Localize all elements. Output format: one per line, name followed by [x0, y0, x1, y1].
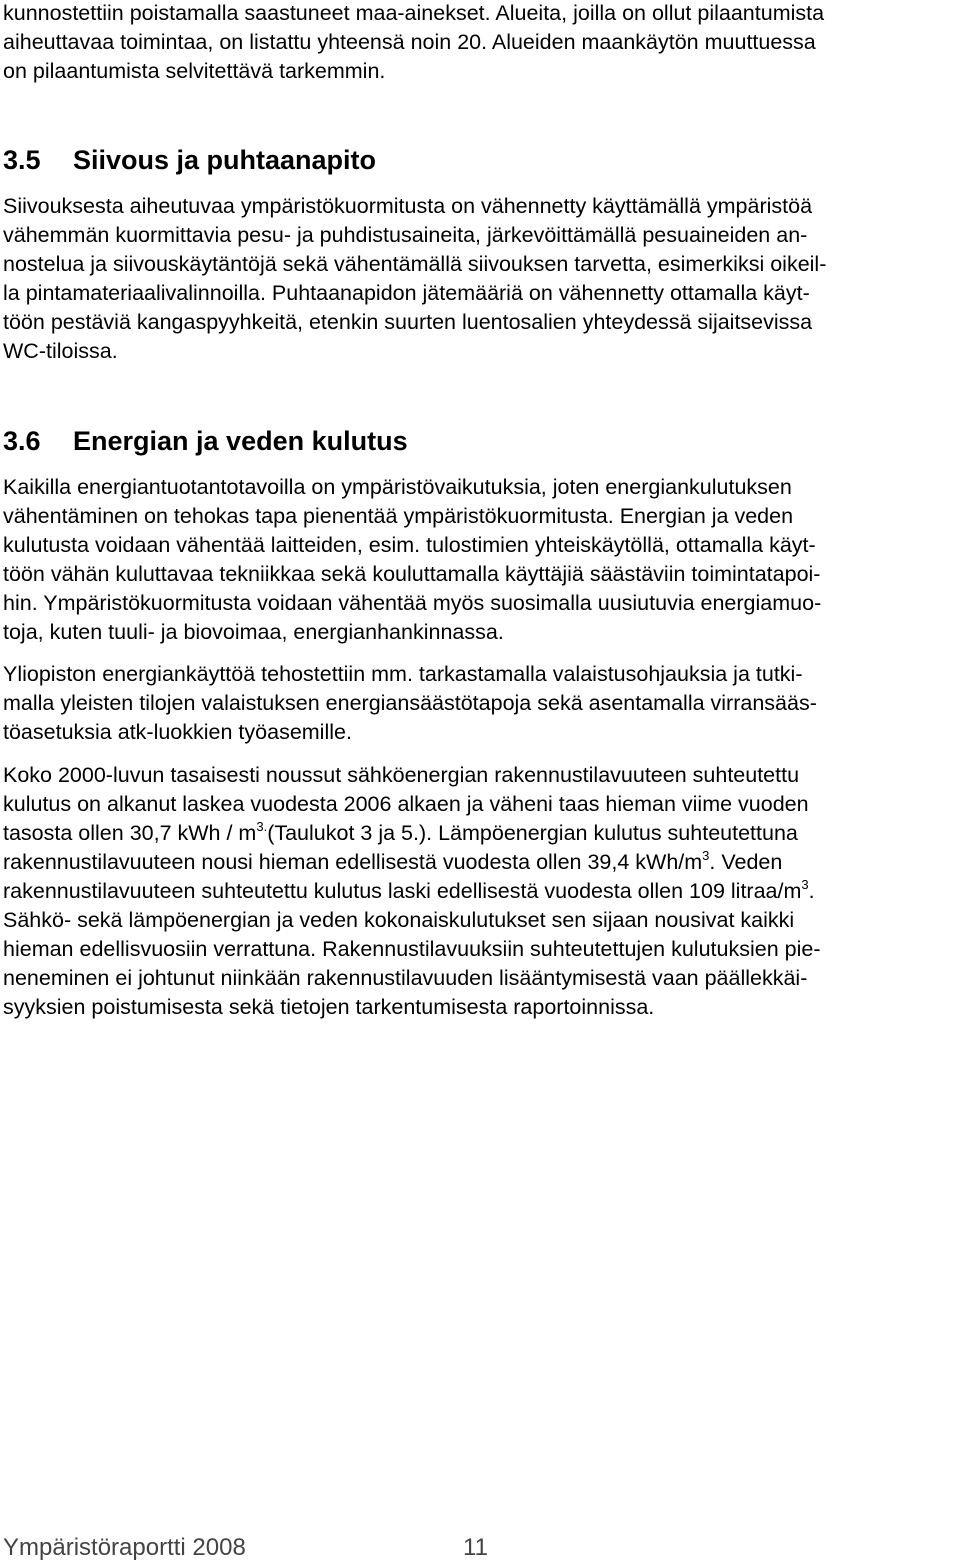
text-line: töasetuksia atk-luokkien työasemille.	[3, 720, 352, 744]
superscript: 3	[702, 848, 710, 863]
text-line: vähentäminen on tehokas tapa pienentää ympäristökuormitusta. Energian ja veden	[3, 504, 794, 528]
text-line: WC-tiloissa.	[3, 339, 118, 363]
section-title: Siivous ja puhtaanapito	[73, 145, 377, 175]
footer-title: Ympäristöraportti 2008	[3, 1534, 246, 1561]
text-line: hieman edellisvuosiin verrattuna. Rakennustilavuuksiin suhteutettujen kulutuksien pie-	[3, 937, 821, 961]
text-line: on pilaantumista selvitettävä tarkemmin.	[3, 59, 386, 83]
section-title: Energian ja veden kulutus	[73, 426, 408, 456]
text-line: Sähkö- sekä lämpöenergian ja veden kokonaiskulutukset sen sijaan nousivat kaikki	[3, 908, 795, 932]
section-3-6-paragraph-1	[3, 473, 958, 647]
text-fragment: . Veden	[709, 850, 783, 874]
text-line	[3, 819, 958, 848]
text-fragment: (Taulukot 3 ja 5.). Lämpöenergian kulutus suhteutettuna	[267, 821, 798, 845]
text-line	[3, 877, 958, 906]
section-heading-3-5	[3, 144, 376, 176]
text-line: la pintamateriaalivalinnoilla. Puhtaanapidon jätemääriä on vähennetty ottamalla käyt-	[3, 281, 810, 305]
text-line: hin. Ympäristökuormitusta voidaan vähentää myös suosimalla uusiutuvia energiamuo-	[3, 591, 822, 615]
section-heading-3-6	[3, 425, 408, 457]
text-line: neneminen ei johtunut niinkään rakennustilavuuden lisääntymisestä vaan päällekkäi-	[3, 966, 808, 990]
text-line: Koko 2000-luvun tasaisesti noussut sähköenergian rakennustilavuuteen suhteutettu	[3, 763, 800, 787]
text-line: töön pestäviä kangaspyyhkeitä, etenkin suurten luentosalien yhteydessä sijaitsevissa	[3, 310, 813, 334]
text-line: Siivouksesta aiheutuvaa ympäristökuormitusta on vähennetty käyttämällä ympäristöä	[3, 194, 813, 218]
text-line: kulutusta voidaan vähentää laitteiden, esim. tulostimien yhteiskäytöllä, ottamalla käyt-	[3, 533, 816, 557]
text-line: aiheuttavaa toimintaa, on listattu yhteensä noin 20. Alueiden maankäytön muuttuessa	[3, 30, 816, 54]
text-line: kulutus on alkanut laskea vuodesta 2006 alkaen ja väheni taas hieman viime vuoden	[3, 792, 809, 816]
text-line: toja, kuten tuuli- ja biovoimaa, energianhankinnassa.	[3, 620, 504, 644]
text-line: kunnostettiin poistamalla saastuneet maa-ainekset. Alueita, joilla on ollut pilaantumista	[3, 1, 825, 25]
section-3-6-paragraph-2	[3, 660, 958, 747]
superscript: 3.	[256, 819, 268, 834]
text-line	[3, 848, 958, 877]
intro-paragraph	[3, 0, 958, 86]
section-3-6-paragraph-3	[3, 761, 958, 1022]
section-number: 3.5	[3, 145, 41, 175]
page-number: 11	[463, 1534, 488, 1561]
section-3-5-paragraph	[3, 192, 958, 366]
text-line: nostelua ja siivouskäytäntöjä sekä vähentämällä siivouksen tarvetta, esimerkiksi oikeil-	[3, 252, 827, 276]
text-line: Yliopiston energiankäyttöä tehostettiin mm. tarkastamalla valaistusohjauksia ja tutki-	[3, 662, 803, 686]
superscript: 3	[801, 877, 809, 892]
section-number: 3.6	[3, 426, 41, 456]
text-line: vähemmän kuormittavia pesu- ja puhdistusaineita, järkevöittämällä pesuaineiden an-	[3, 223, 808, 247]
text-line: Kaikilla energiantuotantotavoilla on ympäristövaikutuksia, joten energiankulutuksen	[3, 475, 792, 499]
text-fragment: rakennustilavuuteen suhteutettu kulutus laski edellisestä vuodesta ollen 109 litraa/m	[3, 879, 802, 903]
text-fragment: rakennustilavuuteen nousi hieman edellisestä vuodesta ollen 39,4 kWh/m	[3, 850, 703, 874]
text-line: syyksien poistumisesta sekä tietojen tarkentumisesta raportoinnissa.	[3, 995, 655, 1019]
text-fragment: tasosta ollen 30,7 kWh / m	[3, 821, 257, 845]
text-line: malla yleisten tilojen valaistuksen energiansäästötapoja sekä asentamalla virransääs-	[3, 691, 817, 715]
text-line: töön vähän kuluttavaa tekniikkaa sekä kouluttamalla käyttäjiä säästäviin toimintatapoi-	[3, 562, 821, 586]
text-fragment: .	[808, 879, 815, 903]
